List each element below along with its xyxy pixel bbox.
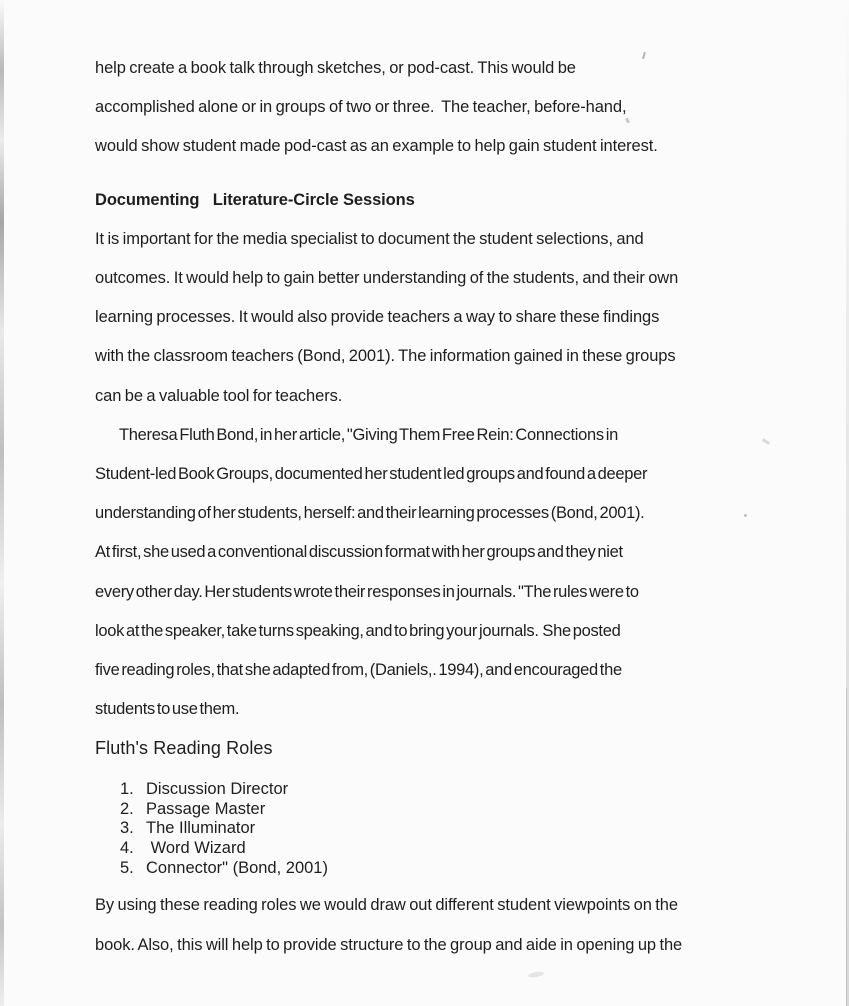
text-line: learning processes. It would also provide teachers a way to share these findings <box>95 308 660 327</box>
text-line: with the classroom teachers (Bond, 2001). The information gained in these groups <box>95 347 676 366</box>
text-line: At first, she used a conventional discussion format with her groups and they niet <box>95 543 623 562</box>
list-item-number: 2. <box>120 799 134 818</box>
list-item <box>120 839 785 859</box>
paragraph-by-using-roles <box>95 886 785 964</box>
text-line: would show student made pod-cast as an example to help gain student interest. <box>95 137 658 156</box>
list-item-number: 5. <box>120 858 134 877</box>
list-item-label: Discussion Director <box>146 779 289 798</box>
text-line: Theresa Fluth Bond, in her article, "Giving Them Free Rein: Connections in <box>119 425 618 444</box>
text-line: accomplished alone or in groups of two or three. The teacher, before-hand, <box>95 98 627 117</box>
document-content <box>95 49 785 965</box>
paragraph-bond-article <box>95 416 785 730</box>
list-item <box>120 779 785 799</box>
text-line: outcomes. It would help to gain better understanding of the students, and their own <box>95 269 679 288</box>
reading-roles-list <box>95 779 785 878</box>
list-item <box>120 799 785 819</box>
scan-speck <box>528 971 545 979</box>
text-line: Student-led Book Groups, documented her student led groups and found a deeper <box>95 464 648 483</box>
text-line: help create a book talk through sketches, or pod-cast. This would be <box>95 59 576 78</box>
text-line: five reading roles, that she adapted from, (Daniels,. 1994), and encouraged the <box>95 660 622 679</box>
list-item-label: The Illuminator <box>146 819 256 838</box>
subheading-fluths-reading-roles: Fluth's Reading Roles <box>95 738 273 759</box>
paragraph-documenting-sessions <box>95 220 785 416</box>
text-line: students to use them. <box>95 700 240 719</box>
list-item-number: 3. <box>120 819 134 838</box>
text-line: book. Also, this will help to provide structure to the group and aide in opening up the <box>95 935 683 954</box>
list-item <box>120 819 785 839</box>
list-item-label: Word Wizard <box>146 839 246 858</box>
text-line: can be a valuable tool for teachers. <box>95 386 343 405</box>
text-line: It is important for the media specialist to document the student selections, and <box>95 229 644 248</box>
list-item <box>120 859 785 879</box>
text-line: understanding of her students, herself: and their learning processes (Bond, 2001). <box>95 504 645 523</box>
text-line: By using these reading roles we would draw out different student viewpoints on the <box>95 896 678 915</box>
list-item-label: Passage Master <box>146 799 266 818</box>
scan-edge-artifact-left <box>0 0 4 1006</box>
paragraph-podcast <box>95 49 785 167</box>
list-item-label: Connector" (Bond, 2001) <box>146 858 328 877</box>
scan-scratch-line <box>846 688 847 1006</box>
text-line: every other day. Her students wrote their responses in journals. "The rules were to <box>95 582 639 601</box>
list-item-number: 1. <box>120 779 134 798</box>
section-heading-documenting: Documenting Literature-Circle Sessions <box>95 190 415 209</box>
list-item-number: 4. <box>120 839 134 858</box>
text-line: look at the speaker, take turns speaking, and to bring your journals. She posted <box>95 621 621 640</box>
